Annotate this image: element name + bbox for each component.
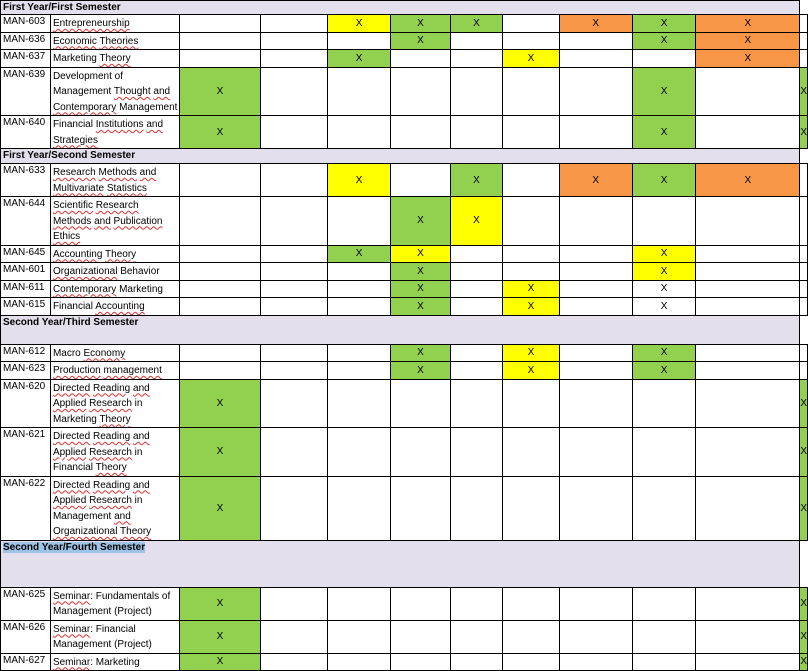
empty-cell — [450, 298, 503, 316]
course-code: MAN-639 — [1, 67, 51, 116]
mark-cell: X — [800, 379, 808, 428]
empty-cell — [180, 197, 260, 246]
empty-cell — [559, 379, 632, 428]
mark-cell: X — [632, 116, 695, 149]
empty-cell — [391, 653, 450, 671]
empty-cell — [327, 379, 390, 428]
empty-cell — [260, 476, 327, 540]
empty-cell — [450, 32, 503, 50]
empty-cell — [180, 32, 260, 50]
empty-cell — [180, 50, 260, 68]
mark-cell: X — [503, 362, 559, 380]
semester-title: First Year/Second Semester — [1, 149, 800, 164]
empty-cell — [327, 32, 390, 50]
mark-cell: X — [800, 587, 808, 620]
empty-cell — [559, 653, 632, 671]
mark-cell: X — [391, 197, 450, 246]
course-row — [1, 263, 808, 281]
empty-cell — [503, 620, 559, 653]
empty-cell — [503, 476, 559, 540]
course-name: Macro Economy — [50, 344, 179, 362]
empty-cell — [450, 67, 503, 116]
mark-cell: X — [503, 344, 559, 362]
mark-cell: X — [800, 653, 808, 671]
empty-cell — [800, 164, 808, 197]
course-row — [1, 476, 808, 540]
empty-cell — [391, 620, 450, 653]
empty-cell — [260, 280, 327, 298]
course-code: MAN-645 — [1, 245, 51, 263]
semester-title: Second Year/Fourth Semester — [1, 540, 800, 587]
mark-cell: X — [327, 164, 390, 197]
empty-cell — [559, 620, 632, 653]
empty-cell — [180, 280, 260, 298]
course-name: Accounting Theory — [50, 245, 179, 263]
mark-cell: X — [632, 263, 695, 281]
course-name: Entrepreneurship — [50, 15, 179, 33]
empty-cell — [632, 476, 695, 540]
mark-cell: X — [632, 164, 695, 197]
empty-cell — [260, 653, 327, 671]
empty-cell — [632, 620, 695, 653]
empty-cell — [559, 362, 632, 380]
mark-cell: X — [391, 280, 450, 298]
empty-cell — [632, 587, 695, 620]
empty-cell — [327, 67, 390, 116]
mark-cell: X — [327, 50, 390, 68]
course-name: Directed Reading and Applied Research in Marketing Theory — [50, 379, 179, 428]
mark-cell: X — [180, 379, 260, 428]
mark-cell: X — [632, 32, 695, 50]
empty-cell — [391, 164, 450, 197]
mark-cell: X — [800, 428, 808, 477]
empty-cell — [503, 587, 559, 620]
empty-cell — [391, 476, 450, 540]
empty-cell — [696, 245, 800, 263]
semester-title: Second Year/Third Semester — [1, 315, 800, 344]
empty-cell — [450, 587, 503, 620]
course-code: MAN-620 — [1, 379, 51, 428]
empty-cell — [450, 263, 503, 281]
empty-cell — [450, 50, 503, 68]
course-code: MAN-601 — [1, 263, 51, 281]
course-name: Development of Management Thought and Contemporary Management — [50, 67, 179, 116]
empty-cell — [260, 245, 327, 263]
empty-cell — [327, 476, 390, 540]
course-row — [1, 197, 808, 246]
empty-cell — [503, 164, 559, 197]
mark-cell: X — [800, 476, 808, 540]
mark-cell: X — [391, 263, 450, 281]
empty-cell — [696, 620, 800, 653]
empty-cell — [391, 50, 450, 68]
empty-cell — [696, 263, 800, 281]
mark-cell: X — [391, 344, 450, 362]
empty-cell — [696, 298, 800, 316]
empty-cell — [450, 620, 503, 653]
empty-cell — [260, 50, 327, 68]
course-name: Production management — [50, 362, 179, 380]
empty-cell — [260, 116, 327, 149]
mark-cell: X — [327, 15, 390, 33]
mark-cell: X — [632, 362, 695, 380]
empty-cell — [450, 280, 503, 298]
mark-cell: X — [632, 344, 695, 362]
empty-cell — [559, 50, 632, 68]
empty-cell — [327, 653, 390, 671]
course-row — [1, 298, 808, 316]
empty-cell — [391, 379, 450, 428]
course-code: MAN-633 — [1, 164, 51, 197]
course-name: Financial Accounting — [50, 298, 179, 316]
empty-cell — [800, 197, 808, 246]
empty-cell — [559, 32, 632, 50]
empty-cell — [559, 428, 632, 477]
course-name: Seminar: Marketing — [50, 653, 179, 671]
empty-cell — [800, 298, 808, 316]
course-name: Contemporary Marketing — [50, 280, 179, 298]
empty-cell — [800, 344, 808, 362]
empty-cell — [632, 50, 695, 68]
empty-cell — [559, 67, 632, 116]
course-row — [1, 362, 808, 380]
course-code: MAN-622 — [1, 476, 51, 540]
mark-cell: X — [180, 653, 260, 671]
empty-cell — [800, 263, 808, 281]
empty-cell — [696, 280, 800, 298]
empty-cell — [559, 298, 632, 316]
empty-cell — [503, 245, 559, 263]
mark-cell: X — [696, 164, 800, 197]
empty-cell — [450, 362, 503, 380]
empty-cell — [632, 379, 695, 428]
empty-cell — [260, 263, 327, 281]
empty-cell — [450, 653, 503, 671]
empty-cell — [180, 164, 260, 197]
course-matrix-body — [1, 1, 808, 671]
course-row — [1, 344, 808, 362]
mark-cell: X — [391, 245, 450, 263]
empty-cell — [696, 476, 800, 540]
empty-cell — [503, 15, 559, 33]
empty-cell — [696, 67, 800, 116]
empty-cell — [632, 428, 695, 477]
mark-cell: X — [632, 15, 695, 33]
mark-cell: X — [559, 164, 632, 197]
course-name: Marketing Theory — [50, 50, 179, 68]
empty-cell — [327, 116, 390, 149]
course-code: MAN-637 — [1, 50, 51, 68]
course-code: MAN-603 — [1, 15, 51, 33]
course-row — [1, 15, 808, 33]
empty-cell — [450, 116, 503, 149]
mark-cell: X — [696, 32, 800, 50]
mark-cell: X — [800, 67, 808, 116]
empty-cell — [180, 344, 260, 362]
mark-cell: X — [559, 15, 632, 33]
empty-cell — [391, 587, 450, 620]
course-code: MAN-627 — [1, 653, 51, 671]
empty-cell — [260, 32, 327, 50]
semester-header-row — [1, 1, 808, 15]
empty-cell — [260, 298, 327, 316]
empty-cell — [180, 245, 260, 263]
empty-cell — [180, 298, 260, 316]
empty-cell — [391, 116, 450, 149]
empty-cell — [503, 263, 559, 281]
empty-cell — [503, 428, 559, 477]
mark-cell: X — [800, 116, 808, 149]
empty-cell — [800, 245, 808, 263]
empty-cell — [260, 67, 327, 116]
empty-cell — [503, 197, 559, 246]
mark-cell: X — [180, 620, 260, 653]
empty-cell — [260, 587, 327, 620]
empty-cell — [391, 67, 450, 116]
mark-cell: X — [503, 280, 559, 298]
empty-cell — [632, 653, 695, 671]
empty-cell — [800, 280, 808, 298]
empty-cell — [559, 245, 632, 263]
mark-cell: X — [450, 197, 503, 246]
empty-cell — [503, 653, 559, 671]
empty-cell — [450, 428, 503, 477]
empty-cell — [696, 362, 800, 380]
empty-cell — [260, 379, 327, 428]
course-name: Organizational Behavior — [50, 263, 179, 281]
empty-cell — [503, 116, 559, 149]
empty-cell — [800, 32, 808, 50]
empty-cell — [450, 245, 503, 263]
course-code: MAN-623 — [1, 362, 51, 380]
empty-cell — [327, 263, 390, 281]
mark-cell: X — [450, 164, 503, 197]
empty-cell — [503, 379, 559, 428]
mark-cell: X — [632, 298, 695, 316]
empty-cell — [260, 428, 327, 477]
mark-cell: X — [180, 116, 260, 149]
course-row — [1, 280, 808, 298]
empty-cell — [696, 379, 800, 428]
course-row — [1, 379, 808, 428]
empty-cell — [559, 587, 632, 620]
course-code: MAN-621 — [1, 428, 51, 477]
course-code: MAN-626 — [1, 620, 51, 653]
semester-title: First Year/First Semester — [1, 1, 800, 15]
empty-cell — [800, 50, 808, 68]
course-row — [1, 587, 808, 620]
mark-cell: X — [503, 298, 559, 316]
mark-cell: X — [632, 67, 695, 116]
course-name: Research Methods and Multivariate Statistics — [50, 164, 179, 197]
mark-cell: X — [391, 362, 450, 380]
mark-cell: X — [450, 15, 503, 33]
empty-cell — [559, 263, 632, 281]
mark-cell: X — [391, 298, 450, 316]
course-code: MAN-644 — [1, 197, 51, 246]
course-code: MAN-612 — [1, 344, 51, 362]
empty-cell — [559, 197, 632, 246]
empty-cell — [450, 344, 503, 362]
course-row — [1, 50, 808, 68]
mark-cell: X — [180, 67, 260, 116]
empty-cell — [800, 362, 808, 380]
course-row — [1, 116, 808, 149]
course-code: MAN-625 — [1, 587, 51, 620]
course-row — [1, 245, 808, 263]
mark-cell: X — [180, 428, 260, 477]
course-name: Financial Institutions and Strategies — [50, 116, 179, 149]
empty-cell — [696, 653, 800, 671]
empty-cell — [559, 280, 632, 298]
mark-cell: X — [327, 245, 390, 263]
empty-cell — [327, 197, 390, 246]
course-name: Scientific Research Methods and Publication Ethics — [50, 197, 179, 246]
empty-cell — [559, 116, 632, 149]
course-name: Directed Reading and Applied Research in Management and Organizational Theory — [50, 476, 179, 540]
empty-cell — [800, 15, 808, 33]
mark-cell: X — [391, 32, 450, 50]
empty-cell — [327, 428, 390, 477]
empty-cell — [559, 344, 632, 362]
course-row — [1, 428, 808, 477]
empty-cell — [260, 362, 327, 380]
empty-cell — [260, 620, 327, 653]
semester-header-row — [1, 315, 808, 344]
empty-cell — [391, 428, 450, 477]
empty-cell — [696, 428, 800, 477]
empty-cell — [327, 620, 390, 653]
empty-cell — [450, 379, 503, 428]
course-row — [1, 32, 808, 50]
course-name: Seminar: Fundamentals of Management (Project) — [50, 587, 179, 620]
empty-cell — [559, 476, 632, 540]
mark-cell: X — [800, 620, 808, 653]
semester-header-row — [1, 540, 808, 587]
course-code: MAN-615 — [1, 298, 51, 316]
empty-cell — [696, 344, 800, 362]
empty-cell — [503, 67, 559, 116]
mark-cell: X — [180, 476, 260, 540]
empty-cell — [260, 15, 327, 33]
course-name: Seminar: Financial Management (Project) — [50, 620, 179, 653]
empty-cell — [503, 32, 559, 50]
empty-cell — [260, 344, 327, 362]
semester-header-row — [1, 149, 808, 164]
empty-cell — [260, 197, 327, 246]
empty-cell — [632, 197, 695, 246]
mark-cell: X — [696, 15, 800, 33]
empty-cell — [696, 197, 800, 246]
empty-cell — [180, 263, 260, 281]
course-row — [1, 620, 808, 653]
mark-cell: X — [696, 50, 800, 68]
course-code: MAN-611 — [1, 280, 51, 298]
empty-cell — [180, 15, 260, 33]
empty-cell — [327, 587, 390, 620]
course-name: Directed Reading and Applied Research in Financial Theory — [50, 428, 179, 477]
course-row — [1, 164, 808, 197]
course-row — [1, 67, 808, 116]
empty-cell — [696, 587, 800, 620]
mark-cell: X — [632, 245, 695, 263]
empty-cell — [327, 280, 390, 298]
mark-cell: X — [632, 280, 695, 298]
course-row — [1, 653, 808, 671]
empty-cell — [180, 362, 260, 380]
mark-cell: X — [180, 587, 260, 620]
empty-cell — [260, 164, 327, 197]
mark-cell: X — [391, 15, 450, 33]
course-code: MAN-640 — [1, 116, 51, 149]
empty-cell — [327, 362, 390, 380]
empty-cell — [327, 344, 390, 362]
mark-cell: X — [503, 50, 559, 68]
empty-cell — [696, 116, 800, 149]
course-code: MAN-636 — [1, 32, 51, 50]
empty-cell — [327, 298, 390, 316]
course-name: Economic Theories — [50, 32, 179, 50]
empty-cell — [450, 476, 503, 540]
